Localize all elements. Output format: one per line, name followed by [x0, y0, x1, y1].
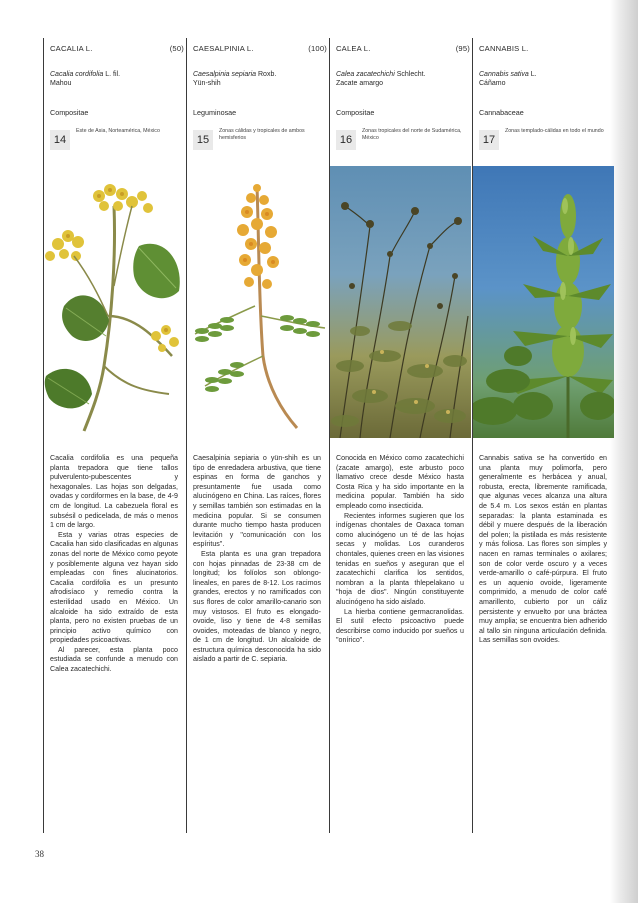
caesalpinia-illustration	[187, 166, 328, 438]
description-text	[479, 454, 607, 646]
description-text	[336, 454, 464, 646]
description-text	[50, 454, 178, 675]
entry-calea	[329, 38, 472, 833]
paragraph: Esta planta es una gran trepadora con hojas pinnadas de 23-38 cm de longitud; los folíolos son oblongo-lineales, en pares de 8-12. Los racimos grandes, erectos y no ramificados con sus flores de color amarillo-canario son muy vistosos. El fruto es elongado-ovoide, liso y tiene de 4-8 semillas ovoides, moteadas de blanco y negro, de 1 cm de longitud. Un alcaloide de estructura química desconocida ha sido aislado a partir de C. sepiaria.	[193, 549, 321, 664]
genus-name: CACALIA L.	[50, 44, 93, 53]
plant-number-badge: 15	[193, 130, 213, 150]
cacalia-illustration	[44, 166, 185, 438]
plant-number-badge: 17	[479, 130, 499, 150]
entry-header	[479, 44, 613, 58]
paragraph: Esta y varias otras especies de Cacalia han sido clasificadas en algunas zonas del norte de México como peyote y posiblemente alguna vez hayan sido empleadas con fines alucinatorios. Cacalia cordifolia es un presunto afrodisíaco y remedio contra la esterilidad usado en México. Un alcaloide ha sido extraído de esta planta, pero no existen pruebas de un principio activo químico con propiedades psicoactivas.	[50, 530, 178, 645]
paragraph: Cacalia cordifolia es una pequeña planta trepadora que tiene tallos pulverulento-pubescentes y hexagonales. Las hojas son delgadas, ovadas y cordiformes en la base, de 4-9 cm de longitud. La cabezuela floral es subsésil o pedicelada, de más o menos 1 cm de largo.	[50, 454, 178, 530]
description-text	[193, 454, 321, 665]
paragraph: La hierba contiene germacranolidas. El sutil efecto psicoactivo puede describirse como inducido por sueños u "onírico".	[336, 607, 464, 645]
plant-number-badge: 16	[336, 130, 356, 150]
calea-photo	[330, 166, 471, 438]
paragraph: Conocida en México como zacatechichi (zacate amargo), este arbusto poco llamativo crece desde México hasta Costa Rica y ha sido importante en la medicina popular. También ha sido empleado como insecticida.	[336, 454, 464, 510]
common-name: Mahou	[50, 80, 72, 87]
family-name: Leguminosae	[193, 108, 237, 117]
entry-header	[193, 44, 327, 58]
species-name: Caesalpinia sepiaria Roxb.	[193, 71, 277, 78]
species-count: (100)	[308, 44, 327, 53]
genus-name: CANNABIS L.	[479, 44, 529, 53]
common-name: Cáñamo	[479, 80, 506, 87]
species-name: Cacalia cordifolia L. fil.	[50, 71, 121, 78]
page-number: 38	[35, 849, 44, 859]
plant-number-badge: 14	[50, 130, 70, 150]
distribution-text: Zonas tropicales del norte de Sudamérica, México	[362, 128, 462, 141]
genus-name: CALEA L.	[336, 44, 371, 53]
family-name: Cannabaceae	[479, 108, 524, 117]
common-name: Zacate amargo	[336, 80, 384, 87]
entry-caesalpinia	[186, 38, 329, 833]
entry-cannabis	[472, 38, 615, 833]
genus-name: CAESALPINIA L.	[193, 44, 254, 53]
species-count: (95)	[455, 44, 470, 53]
paragraph: Recientes informes sugieren que los indígenas chontales de Oaxaca toman como alucinógeno un té de las hojas secas y molidas. Los curanderos chontales, quienes creen en las visiones tenidas en sueños y aseguran que el zacatechichi clarifica los sentidos, nombran a la planta thlepelakano u "hoja de dios". Ningún constituyente alucinógeno ha sido aislado.	[336, 511, 464, 606]
distribution-text: Zonas cálidas y tropicales de ambos hemisferios	[219, 128, 305, 141]
paragraph: Al parecer, esta planta poco estudiada se confunde a menudo con Calea zacatechichi.	[50, 645, 178, 674]
species-name: Calea zacatechichi Schlecht.	[336, 71, 426, 78]
entry-cacalia	[43, 38, 186, 833]
family-name: Compositae	[50, 108, 89, 117]
common-name: Yün-shih	[193, 80, 221, 87]
paragraph: Caesalpinia sepiaria o yün-shih es un tipo de enredadera arbustiva, que tiene espinas en forma de ganchos y presuntamente fue usada como alucinógeno en China. Las raíces, flores y semillas también son estimadas en la medicina popular. Si se consumen durante mucho tiempo hasta producen levitación y "comunicación con los espíritus".	[193, 454, 321, 549]
distribution-text: Este de Asia, Norteamérica, México	[76, 128, 160, 134]
entry-header	[50, 44, 184, 58]
entry-header	[336, 44, 470, 58]
distribution-text: Zonas templado-cálidas en todo el mundo	[505, 128, 604, 134]
paragraph: Cannabis sativa se ha convertido en una planta muy polimorfa, pero generalmente es herbácea y anual, robusta, erecta, libremente ramificada, que algunas veces alcanza una altura de 5.4 m. Los sexos están en plantas separadas: la planta estaminada es débil y muere después de la liberación del polen; la pistilada es más resistente y más foliosa. Las flores son simples y nacen en ramas terminales o axilares; son de color verde oscuro y a veces verde-amarillo o café-púrpura. El fruto es un aquenio ovoide, ligeramente comprimido, a menudo de color café amarillento, cubierto por un cáliz persistente y envuelto por una bráctea muy amplia; se encuentra bien adherido al tallo sin ninguna articulación definida. Las semillas son ovoides.	[479, 454, 607, 645]
family-name: Compositae	[336, 108, 375, 117]
species-name: Cannabis sativa L.	[479, 71, 537, 78]
cannabis-photo	[473, 166, 614, 438]
species-count: (50)	[169, 44, 184, 53]
